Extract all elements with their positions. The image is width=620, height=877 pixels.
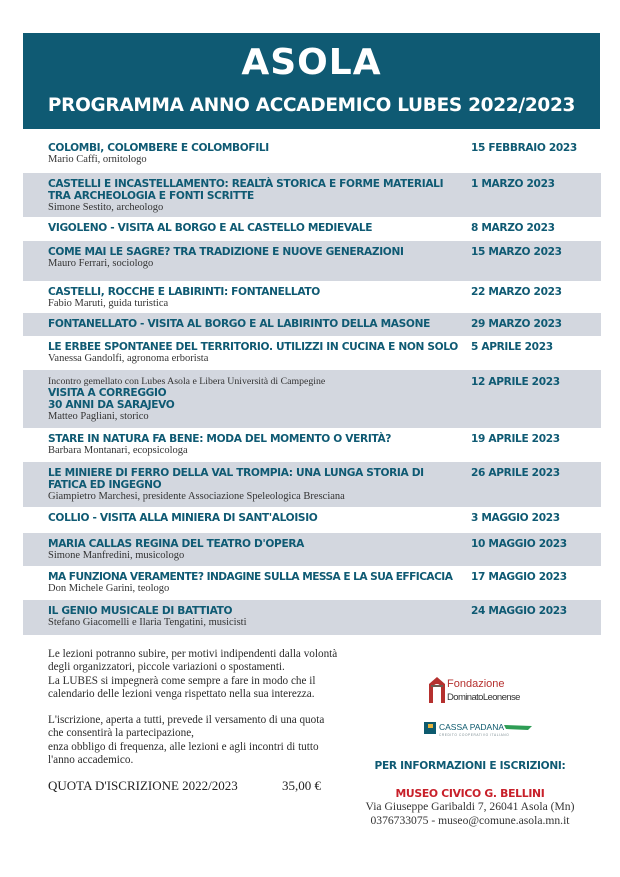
event-date: 5 APRILE 2023 <box>471 341 553 353</box>
info-section <box>340 760 600 828</box>
event-date: 26 APRILE 2023 <box>471 467 560 479</box>
event-speaker: Mauro Ferrari, sociologo <box>48 258 154 269</box>
event-speaker: Simone Manfredini, musicologo <box>48 550 185 561</box>
program-item <box>23 428 601 462</box>
museum-contact[interactable]: 0376733075 - museo@comune.asola.mn.it <box>370 814 570 827</box>
program-item <box>23 566 601 600</box>
note-line: enza obbligo di frequenza, alle lezioni e agli incontri di tutto <box>48 740 319 753</box>
event-title: CASTELLI, ROCCHE E LABIRINTI: FONTANELLATO <box>48 286 320 298</box>
event-date: 12 APRILE 2023 <box>471 376 560 388</box>
event-date: 29 MARZO 2023 <box>471 318 562 330</box>
event-title: LE ERBEE SPONTANEE DEL TERRITORIO. UTILIZZI IN CUCINA E NON SOLO <box>48 341 458 353</box>
program-item <box>23 137 601 173</box>
event-title: MARIA CALLAS REGINA DEL TEATRO D'OPERA <box>48 538 304 550</box>
event-title: COLLIO - VISITA ALLA MINIERA DI SANT'ALOISIO <box>48 512 318 524</box>
logo1-line2: DominatoLeonense <box>447 692 520 703</box>
event-date: 1 MARZO 2023 <box>471 178 555 190</box>
event-speaker: Simone Sestito, archeologo <box>48 202 164 213</box>
event-speaker: Fabio Maruti, guida turistica <box>48 298 169 309</box>
page-title: ASOLA <box>241 42 382 83</box>
cassa-padana-logo <box>424 720 534 738</box>
logo1-line1: Fondazione <box>447 678 505 690</box>
event-title-line2: 30 ANNI DA SARAJEVO <box>48 399 175 411</box>
museum-address: Via Giuseppe Garibaldi 7, 26041 Asola (Mn) <box>365 800 575 813</box>
event-date: 15 FEBBRAIO 2023 <box>471 142 577 154</box>
note-line: calendario delle lezioni venga rispettato nella sua interezza. <box>48 687 315 700</box>
event-date: 17 MAGGIO 2023 <box>471 571 567 583</box>
event-title: MA FUNZIONA VERAMENTE? INDAGINE SULLA MESSA E LA SUA EFFICACIA <box>48 571 453 583</box>
arch-icon <box>429 677 445 703</box>
program-item <box>23 507 601 533</box>
event-title: COLOMBI, COLOMBERE E COLOMBOFILI <box>48 142 269 154</box>
header-banner <box>23 33 600 129</box>
event-title: VIGOLENO - VISITA AL BORGO E AL CASTELLO MEDIEVALE <box>48 222 373 234</box>
notes <box>48 648 348 767</box>
note-line: l'anno accademico. <box>48 754 134 767</box>
registration-fee <box>48 778 321 794</box>
event-date: 22 MARZO 2023 <box>471 286 562 298</box>
event-speaker: Vanessa Gandolfi, agronoma erborista <box>48 353 209 364</box>
program-item <box>23 281 601 313</box>
program-item <box>23 241 601 281</box>
logo2-name: CASSA PADANA <box>439 722 505 732</box>
event-speaker: Stefano Giacomelli e Ilaria Tengatini, musicisti <box>48 617 247 628</box>
event-speaker: Mario Caffi, ornitologo <box>48 154 147 165</box>
program-item <box>23 370 601 428</box>
event-title: COME MAI LE SAGRE? TRA TRADIZIONE E NUOVE GENERAZIONI <box>48 246 404 258</box>
program-item <box>23 533 601 566</box>
page-subtitle: PROGRAMMA ANNO ACCADEMICO LUBES 2022/2023 <box>47 95 576 116</box>
program-list <box>23 137 601 635</box>
event-title: VISITA A CORREGGIO <box>48 387 167 399</box>
note-line: Le lezioni potranno subire, per motivi indipendenti dalla volontà <box>48 648 338 660</box>
fondazione-dominato-leonense-logo <box>427 674 527 704</box>
fee-label: QUOTA D'ISCRIZIONE 2022/2023 <box>48 778 238 793</box>
program-item <box>23 173 601 217</box>
program-item <box>23 217 601 241</box>
event-speaker: Giampietro Marchesi, presidente Associazione Speleologica Bresciana <box>48 491 345 502</box>
event-date: 10 MAGGIO 2023 <box>471 538 567 550</box>
fee-price: 35,00 € <box>282 778 321 793</box>
program-item <box>23 336 601 370</box>
program-item <box>23 462 601 507</box>
event-date: 24 MAGGIO 2023 <box>471 605 567 617</box>
event-date: 3 MAGGIO 2023 <box>471 512 560 524</box>
event-note: Incontro gemellato con Lubes Asola e Libera Università di Campegine <box>48 376 326 387</box>
program-item <box>23 600 601 635</box>
note-line: La LUBES si impegnerà come sempre a fare in modo che il <box>48 674 316 687</box>
note-line: L'iscrizione, aperta a tutti, prevede il versamento di una quota <box>48 714 325 727</box>
note-line: che consentirà la partecipazione, <box>48 727 194 740</box>
program-item <box>23 313 601 336</box>
event-title: STARE IN NATURA FA BENE: MODA DEL MOMENTO O VERITÀ? <box>48 433 392 445</box>
event-speaker: Matteo Pagliani, storico <box>48 411 149 422</box>
event-date: 15 MARZO 2023 <box>471 246 562 258</box>
event-title: LE MINIERE DI FERRO DELLA VAL TROMPIA: UNA LUNGA STORIA DI FATICA ED INGEGNO <box>48 467 424 491</box>
event-date: 19 APRILE 2023 <box>471 433 560 445</box>
event-date: 8 MARZO 2023 <box>471 222 555 234</box>
museum-name: MUSEO CIVICO G. BELLINI <box>395 787 545 800</box>
event-title: CASTELLI E INCASTELLAMENTO: REALTÀ STORICA E FORME MATERIALI TRA ARCHEOLOGIA E FONTI SCRITTE <box>48 178 444 202</box>
event-title: IL GENIO MUSICALE DI BATTIATO <box>48 605 233 617</box>
note-line: degli organizzatori, piccole variazioni o spostamenti. <box>48 661 285 674</box>
event-speaker: Don Michele Garini, teologo <box>48 583 170 594</box>
event-title: FONTANELLATO - VISITA AL BORGO E AL LABIRINTO DELLA MASONE <box>48 318 430 330</box>
info-heading: PER INFORMAZIONI E ISCRIZIONI: <box>374 760 566 772</box>
event-speaker: Barbara Montanari, ecopsicologa <box>48 445 188 456</box>
logo2-tagline: CREDITO COOPERATIVO ITALIANO <box>439 733 510 737</box>
